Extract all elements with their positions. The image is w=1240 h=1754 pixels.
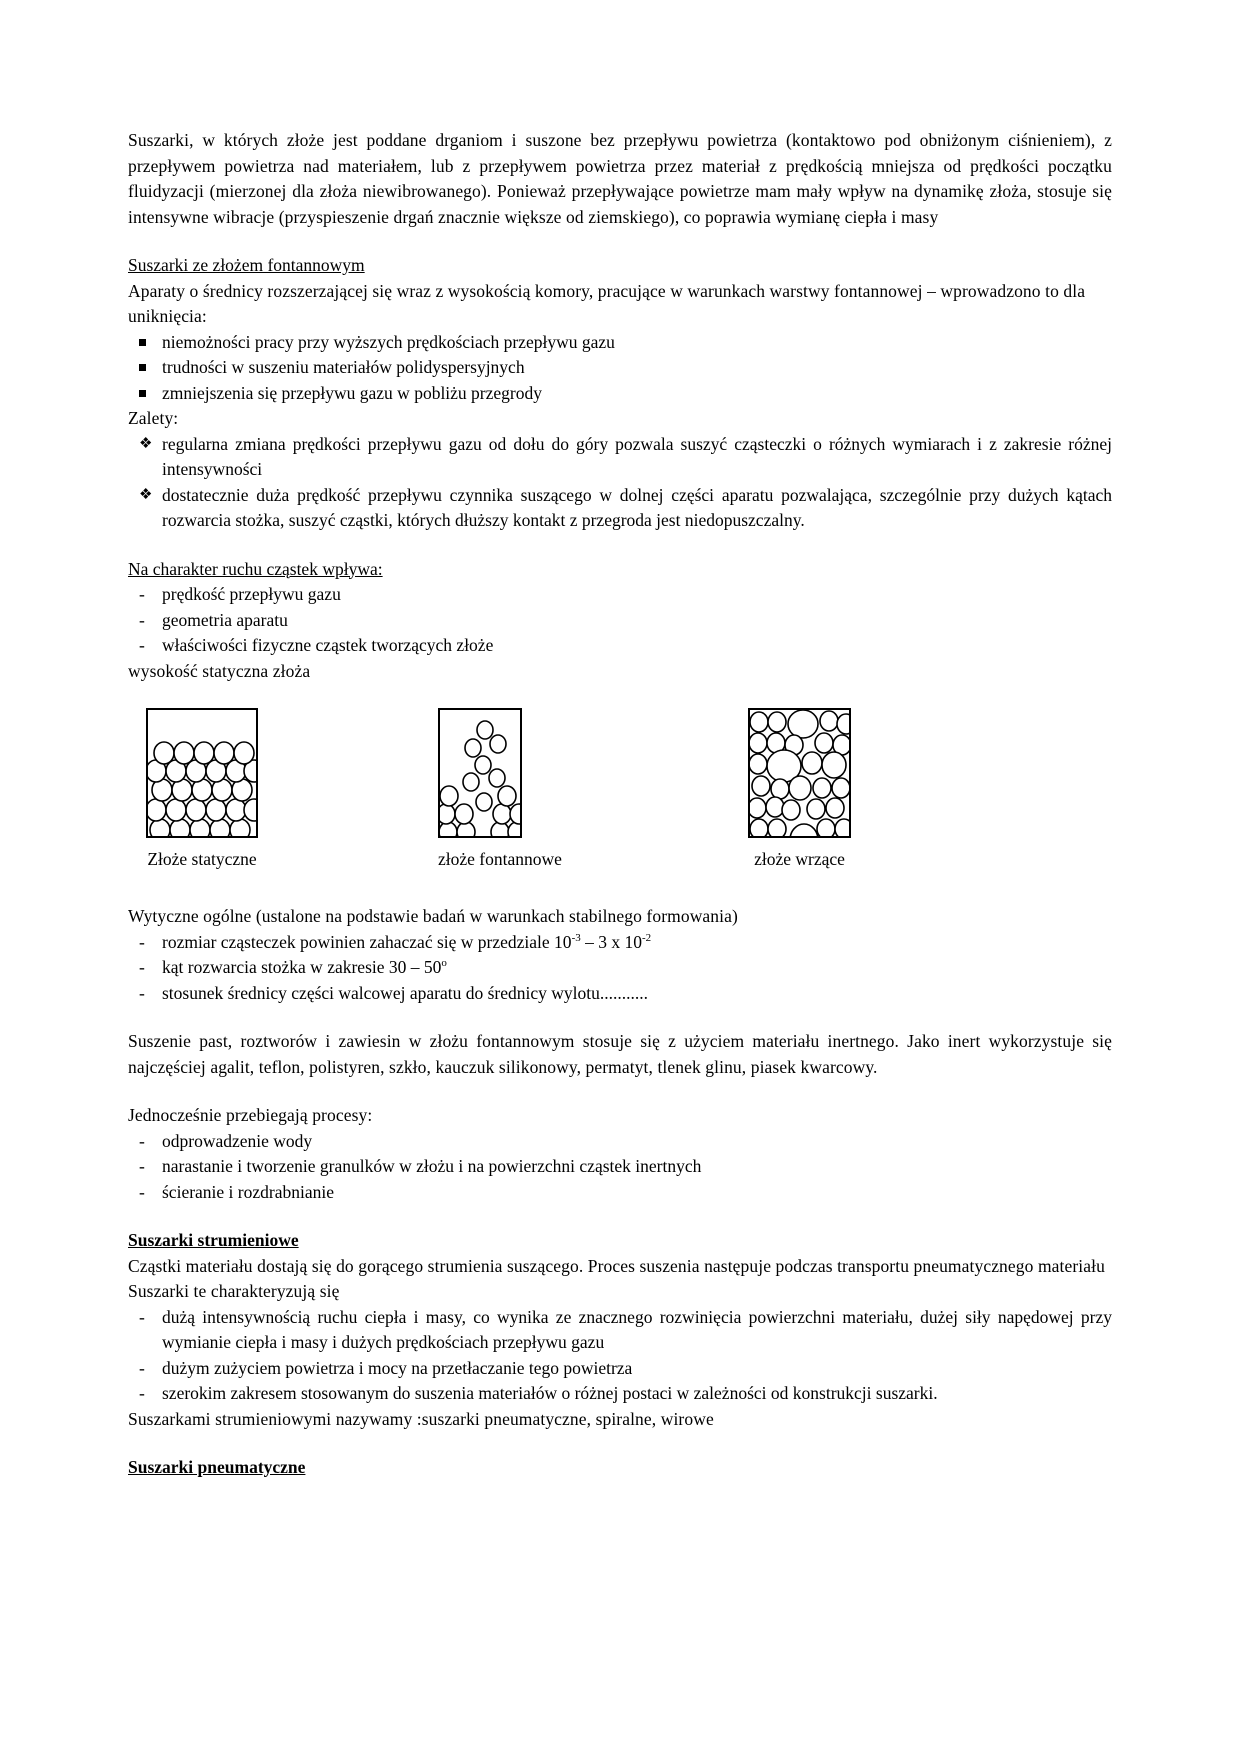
- list-item: [128, 582, 1112, 608]
- spouted-bed-box: [438, 708, 522, 838]
- dash-bullet-icon: -: [139, 1156, 145, 1176]
- spacer: [128, 230, 1112, 253]
- heading-suszarki-strumieniowe: Suszarki strumieniowe: [128, 1230, 299, 1250]
- list-item-label: zmniejszenia się przepływu gazu w pobliżu przegrody: [162, 382, 543, 403]
- list-item: [128, 1381, 1112, 1407]
- list-item: [128, 955, 1112, 981]
- dash-bullet-icon: -: [139, 609, 145, 630]
- wytyczne-text-mid: – 3 x 10: [580, 931, 642, 952]
- list-item-label: dużym zużyciem powietrza i mocy na przetłaczanie tego powietrza: [162, 1357, 633, 1378]
- paragraph-suszenie: Suszenie past, roztworów i zawiesin w złożu fontannowym stosuje się z użyciem materiału inertnego. Jako inert wykorzystuje się najczęściej agalit, teflon, polistyren, szkło, kauczuk silikonowy, permatyt, tlenek glinu, piasek kwarcowy.: [128, 1031, 1112, 1077]
- list-item-label: prędkość przepływu gazu: [162, 584, 341, 604]
- list-item-label: regularna zmiana prędkości przepływu gazu od dołu do góry pozwala suszyć cząsteczki o różnych wymiarach i z zakresie różnej intensywności: [162, 433, 1112, 479]
- heading-suszarki-fontannowe: Suszarki ze złożem fontannowym: [128, 255, 365, 275]
- static-bed-illustration: [148, 710, 258, 838]
- heading-procesy: Jednocześnie przebiegają procesy:: [128, 1105, 373, 1125]
- list-item: [128, 483, 1112, 534]
- list-item: [128, 608, 1112, 634]
- figure-caption: Złoże statyczne: [147, 849, 257, 869]
- list-item: [128, 981, 1112, 1007]
- dash-bullet-icon: -: [139, 584, 145, 604]
- superscript: o: [441, 957, 447, 970]
- list-item: [128, 1129, 1112, 1155]
- superscript: -2: [641, 931, 652, 944]
- spacer: [128, 858, 1112, 904]
- strumieniowe-closing: Suszarkami strumieniowymi nazywamy :suszarki pneumatyczne, spiralne, wirowe: [128, 1408, 714, 1429]
- list-item-label: niemożności pracy przy wyższych prędkościach przepływu gazu: [162, 331, 615, 352]
- list-item: [128, 1180, 1112, 1206]
- dash-bullet-icon: -: [139, 1130, 145, 1151]
- list-item: [128, 330, 1112, 356]
- dash-bullet-icon: -: [139, 931, 145, 952]
- list-item: [128, 1154, 1112, 1180]
- diamond-bullet-icon: ❖: [139, 435, 153, 452]
- list-item: [128, 633, 1112, 659]
- static-bed-box: [146, 708, 258, 838]
- list-item: [128, 432, 1112, 483]
- dash-bullet-icon: -: [139, 1357, 145, 1378]
- wytyczne-text-pre: rozmiar cząsteczek powinien zahaczać się w przedziale 10: [162, 931, 572, 952]
- list-item-label: właściwości fizyczne cząstek tworzących złoże: [162, 635, 494, 655]
- list-item-label: szerokim zakresem stosowanym do suszenia materiałów o różnej postaci w zależności od konstrukcji suszarki.: [162, 1383, 938, 1403]
- list-item-label: stosunek średnicy części walcowej aparatu do średnicy wylotu...........: [162, 982, 648, 1003]
- dash-bullet-icon: -: [139, 982, 145, 1003]
- list-item-label: trudności w suszeniu materiałów polidyspersyjnych: [162, 357, 525, 377]
- strumieniowe-subhead: Suszarki te charakteryzują się: [128, 1281, 340, 1301]
- fluidized-bed-box: [748, 708, 851, 838]
- figure-caption: złoże fontannowe: [438, 849, 562, 869]
- figure-static-bed: [146, 708, 258, 871]
- fluidized-bed-illustration: [750, 710, 851, 838]
- list-item-label: dostatecznie duża prędkość przepływu czynnika suszącego w dolnej części aparatu pozwalająca, szczególnie przy dużych kątach rozwarcia stożka, suszyć cząstki, których dłuższy kontakt z przegroda jest niedopuszczalny.: [162, 484, 1112, 530]
- square-bullet-icon: [128, 355, 162, 381]
- intro-paragraph: Suszarki, w których złoże jest poddane drganiom i suszone bez przepływu powietrza (kontaktowo pod obniżonym ciśnieniem), z przepływem powietrza nad materiałem, lub z przepływem powietrza przez materiał z prędkością mniejsza od prędkości początku fluidyzacji (mierzonej dla złoża niewibrowanego). Ponieważ przepływające powietrze mam mały wpływ na dynamikę złoża, stosuje się intensywne wibracje (przyspieszenie drgań znacznie większe od ziemskiego), co poprawia wymianę ciepła i masy: [128, 130, 1112, 227]
- fontannowe-lead: Aparaty o średnicy rozszerzającej się wraz z wysokością komory, pracujące w warunkach warstwy fontannowej – wprowadzono to dla uniknięcia:: [128, 280, 1086, 326]
- heading-wytyczne: Wytyczne ogólne (ustalone na podstawie badań w warunkach stabilnego formowania): [128, 906, 738, 926]
- dash-bullet-icon: -: [139, 635, 145, 655]
- dash-bullet-icon: -: [139, 1306, 145, 1327]
- figure-fluidized-bed: [748, 708, 851, 871]
- list-item-label: dużą intensywnością ruchu ciepła i masy, co wynika ze znacznego rozwinięcia powierzchni materiału, dużej siły napędowej przy wymianie ciepła i masy i dużych prędkościach przepływu gazu: [162, 1306, 1112, 1352]
- list-item: [128, 381, 1112, 407]
- diamond-bullet-icon: ❖: [139, 486, 153, 503]
- dash-bullet-icon: -: [139, 1181, 145, 1202]
- advantages-label: Zalety:: [128, 408, 179, 428]
- list-item-label: ścieranie i rozdrabnianie: [162, 1181, 334, 1202]
- heading-charakter-ruchu: Na charakter ruchu cząstek wpływa:: [128, 558, 383, 579]
- spacer: [128, 534, 1112, 557]
- spacer: [128, 1006, 1112, 1029]
- superscript: -3: [571, 931, 581, 944]
- spacer: [128, 1080, 1112, 1103]
- list-item-label: narastanie i tworzenie granulków w złożu i na powierzchni cząstek inertnych: [162, 1156, 702, 1176]
- square-bullet-icon: [128, 330, 162, 356]
- wytyczne-text-pre: kąt rozwarcia stożka w zakresie 30 – 50: [162, 957, 442, 977]
- list-item: [128, 355, 1112, 381]
- spacer: [128, 1205, 1112, 1228]
- figure-spouted-bed: [438, 708, 562, 871]
- figure-caption: złoże wrzące: [754, 849, 845, 869]
- list-item: [128, 930, 1112, 956]
- strumieniowe-lead: Cząstki materiału dostają się do gorącego strumienia suszącego. Proces suszenia następuje podczas transportu pneumatycznego materiału: [128, 1255, 1105, 1276]
- list-item: [128, 1305, 1112, 1356]
- list-item-label: [162, 930, 1112, 956]
- dash-bullet-icon: -: [139, 957, 145, 977]
- list-item-label: odprowadzenie wody: [162, 1130, 313, 1151]
- heading-suszarki-pneumatyczne: Suszarki pneumatyczne: [128, 1457, 306, 1477]
- spouted-bed-illustration: [440, 710, 522, 838]
- square-bullet-icon: [128, 381, 162, 407]
- spacer: [128, 1432, 1112, 1455]
- list-item-label: geometria aparatu: [162, 609, 288, 630]
- dash-bullet-icon: -: [139, 1383, 145, 1403]
- bed-diagrams: [128, 708, 1112, 869]
- list-item: [128, 1356, 1112, 1382]
- list-item-label: [162, 955, 1112, 981]
- document-page: [128, 128, 1112, 1481]
- wysokosc-statyczna-text: wysokość statyczna złoża: [128, 660, 311, 681]
